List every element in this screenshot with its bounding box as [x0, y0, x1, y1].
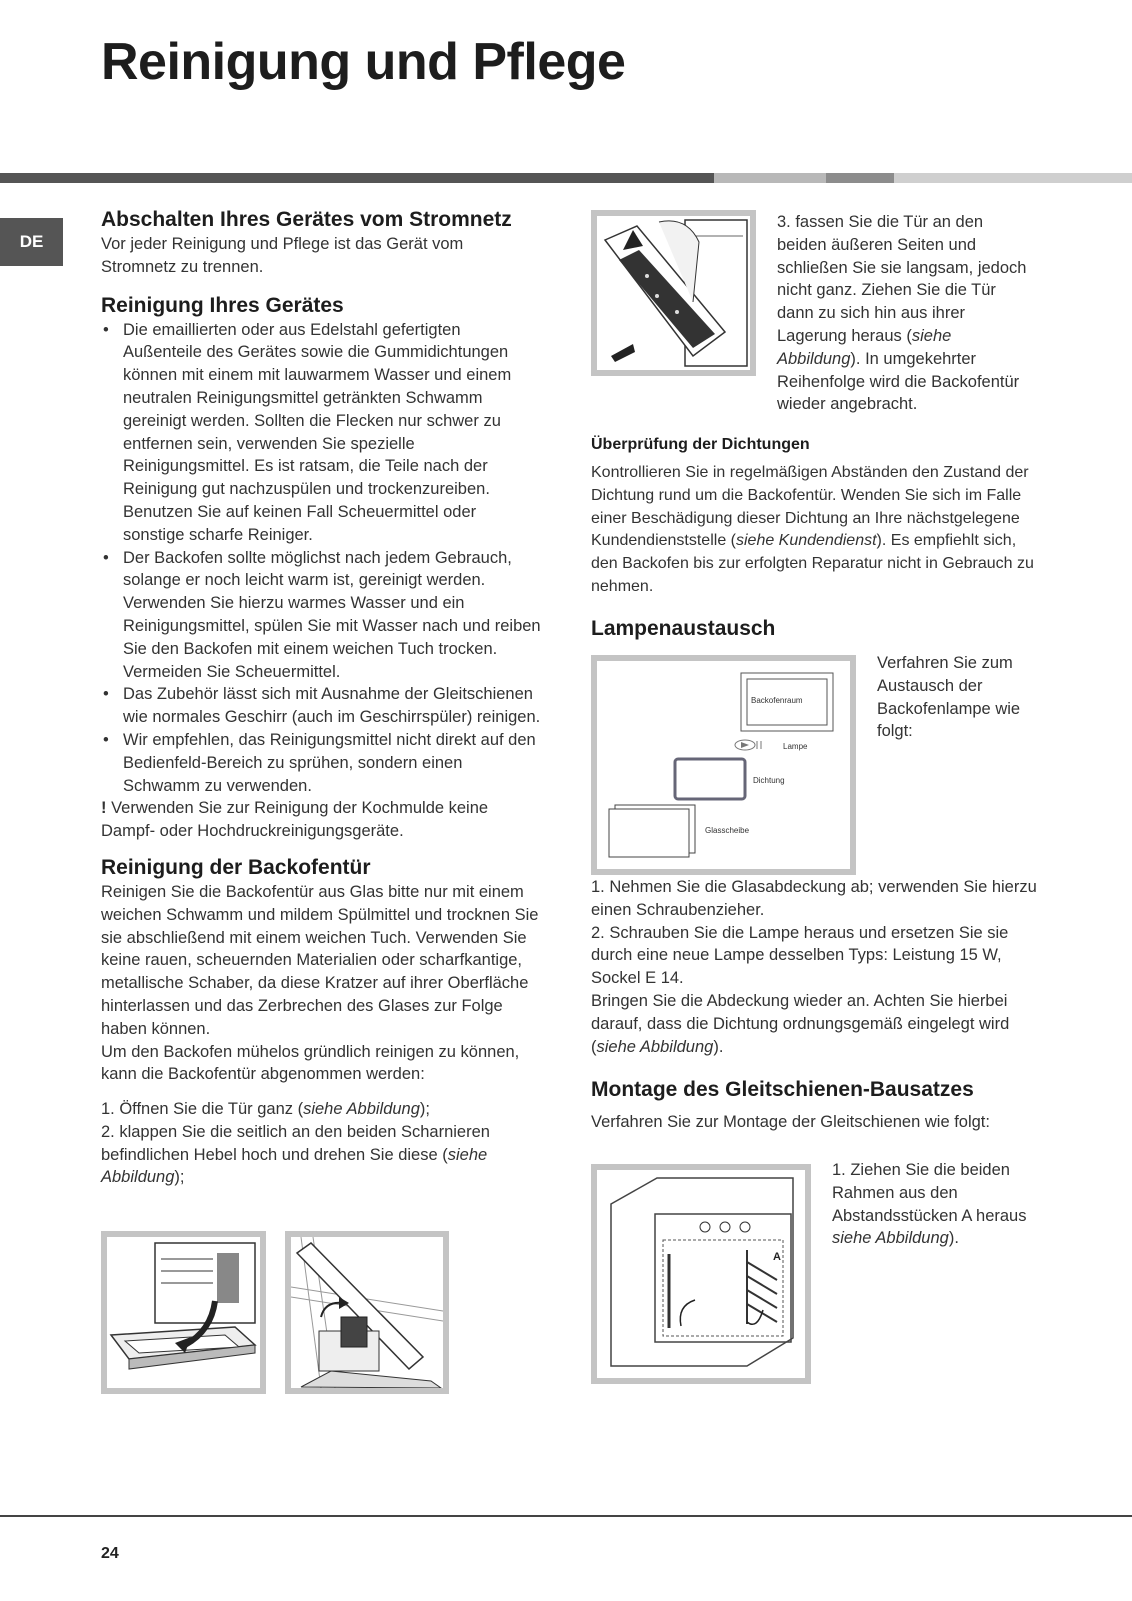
step-ref: siehe Abbildung	[777, 326, 952, 368]
left-column	[101, 207, 541, 1189]
oven-door-open-figure	[101, 1231, 266, 1394]
page-number: 24	[101, 1545, 119, 1562]
section-heading: Überprüfung der Dichtungen	[591, 436, 810, 453]
header-bar	[714, 173, 826, 183]
step-ref: siehe Abbildung	[303, 1100, 420, 1119]
text-ref: siehe Kundendienst	[735, 532, 877, 550]
lamp-steps	[591, 876, 1037, 1058]
lamp-intro: Verfahren Sie zum Austausch der Backofenlampe wie folgt:	[877, 654, 1021, 741]
step-text	[101, 1098, 541, 1121]
list-item: • Das Zubehör lässt sich mit Ausnahme der Gleitschienen wie normales Geschirr (auch im Geschirrspüler) reinigen.	[101, 683, 541, 729]
step-text-part: ).	[948, 1229, 959, 1248]
section-text: Um den Backofen mühelos gründlich reinigen zu können, kann die Backofentür abgenommen werden:	[101, 1042, 520, 1084]
step-text	[591, 990, 1037, 1058]
section-text: Verfahren Sie zur Montage der Gleitschienen wie folgt:	[591, 1113, 990, 1131]
step-text-part: );	[419, 1100, 431, 1119]
header-bar	[894, 173, 1132, 183]
text-part: ). Es empfiehlt sich, den Backofen bis zur erfolgten Reparatur nicht in Gebrauch zu nehmen.	[591, 532, 1034, 595]
door-removal-figure	[591, 210, 756, 376]
label-backofenraum: Backofenraum	[751, 696, 803, 705]
step-ref: siehe Abbildung	[596, 1037, 714, 1056]
step-text-part: ). In umgekehrter Reihenfolge wird die Backofentür wieder angebracht.	[777, 349, 1020, 414]
dichtungen-section	[591, 434, 1037, 599]
section-text	[591, 462, 1037, 599]
step-text-part: 3. fassen Sie die Tür an den beiden äußeren Seiten und schließen Sie sie langsam, jedoch nicht ganz. Ziehen Sie die Tür dann zu sich hin aus ihrer Lagerung heraus (	[777, 213, 1027, 345]
label-a: A	[773, 1251, 781, 1263]
list-item: • Wir empfehlen, das Reinigungsmittel nicht direkt auf den Bedienfeld-Bereich zu sprühen, sondern einen Schwamm zu verwenden.	[101, 729, 541, 797]
section-heading: Reinigung der Backofentür	[101, 855, 371, 879]
montage-section	[591, 1077, 1037, 1134]
step-text: 2. Schrauben Sie die Lampe heraus und ersetzen Sie sie durch eine neue Lampe desselben Typs: Leistung 15 W, Sockel E 14.	[591, 923, 1009, 988]
section-text: Reinigen Sie die Backofentür aus Glas bitte nur mit einem weichen Schwamm und mildem Spülmittel und trocknen Sie sie abschließend mit einem weichen Tuch. Verwenden Sie keine rauen, scheuernden Materialien oder scharfkantige, metallische Schaber, da diese Kratzer auf ihrer Oberfläche hinterlassen und das Zerbrechen des Glases zur Folge haben können.	[101, 882, 539, 1038]
step-text: 1. Nehmen Sie die Glasabdeckung ab; verwenden Sie hierzu einen Schraubenzieher.	[591, 878, 1037, 919]
warning-text: Verwenden Sie zur Reinigung der Kochmulde keine Dampf- oder Hochdruckreinigungsgeräte.	[101, 799, 489, 841]
label-lampe: Lampe	[783, 742, 808, 751]
step-text-part: Bringen Sie die Abdeckung wieder an. Achten Sie hierbei darauf, dass die Dichtung ordnungsgemäß eingelegt wird (	[591, 991, 1010, 1056]
step-text-part: 2. klappen Sie die seitlich an den beiden Scharnieren befindlichen Hebel hoch und drehen Sie diese (	[101, 1122, 490, 1164]
label-dichtung: Dichtung	[753, 776, 785, 785]
step-text-part: ).	[713, 1037, 724, 1056]
cleaning-list	[101, 319, 541, 798]
hinge-lever-figure	[285, 1231, 449, 1394]
warning-mark: !	[101, 799, 107, 818]
page-title: Reinigung und Pflege	[101, 33, 626, 91]
header-bar	[0, 173, 714, 183]
warning-note	[101, 797, 541, 843]
door-step-3	[777, 211, 1037, 416]
section-heading: Reinigung Ihres Gerätes	[101, 293, 344, 317]
step-ref: siehe Abbildung	[101, 1145, 488, 1187]
rail-mounting-figure	[591, 1164, 811, 1384]
language-tab: DE	[0, 218, 63, 266]
section-heading: Abschalten Ihres Gerätes vom Stromnetz	[101, 208, 512, 231]
step-text-part: 1. Öffnen Sie die Tür ganz (	[101, 1100, 304, 1119]
footer-rule	[0, 1515, 1132, 1517]
step-text-part: 1. Ziehen Sie die beiden Rahmen aus den Abstandsstücken A heraus	[832, 1161, 1027, 1225]
step-ref: siehe Abbildung	[832, 1229, 949, 1248]
section-heading: Lampenaustausch	[591, 617, 776, 640]
step-text	[101, 1121, 541, 1189]
montage-step-1	[832, 1159, 1032, 1250]
lamp-replacement-figure	[591, 655, 856, 875]
step-text-part: );	[174, 1168, 185, 1187]
label-glasscheibe: Glasscheibe	[705, 826, 750, 835]
section-text: Vor jeder Reinigung und Pflege ist das Gerät vom Stromnetz zu trennen.	[101, 235, 464, 276]
section-heading: Montage des Gleitschienen-Bausatzes	[591, 1078, 974, 1101]
text-part: Kontrollieren Sie in regelmäßigen Abständen den Zustand der Dichtung rund um die Backofentür. Wenden Sie sich im Falle einer Beschädigung dieser Dichtung an Ihre nächstgelegene Kundendienststelle (	[591, 464, 1029, 550]
header-bar	[826, 173, 894, 183]
list-item: • Die emaillierten oder aus Edelstahl gefertigten Außenteile des Gerätes sowie die Gummidichtungen können mit einem mit lauwarmem Wasser und einem neutralen Reinigungsmittel getränkten Schwamm gereinigt werden. Sollten die Flecken nur schwer zu entfernen sein, verwenden Sie spezielle Reinigungsmittel. Es ist ratsam, die Teile nach der Reinigung gut nachzuspülen und trockenzureiben. Benutzen Sie auf keinen Fall Scheuermittel oder sonstige scharfe Reiniger.	[101, 319, 541, 547]
list-item: • Der Backofen sollte möglichst nach jedem Gebrauch, solange er noch leicht warm ist, gereinigt werden. Verwenden Sie hierzu warmes Wasser und ein Reinigungsmittel, spülen Sie mit Wasser nach und reiben Sie den Backofen mit einem weichen Tuch trocken. Vermeiden Sie Scheuermittel.	[101, 547, 541, 684]
